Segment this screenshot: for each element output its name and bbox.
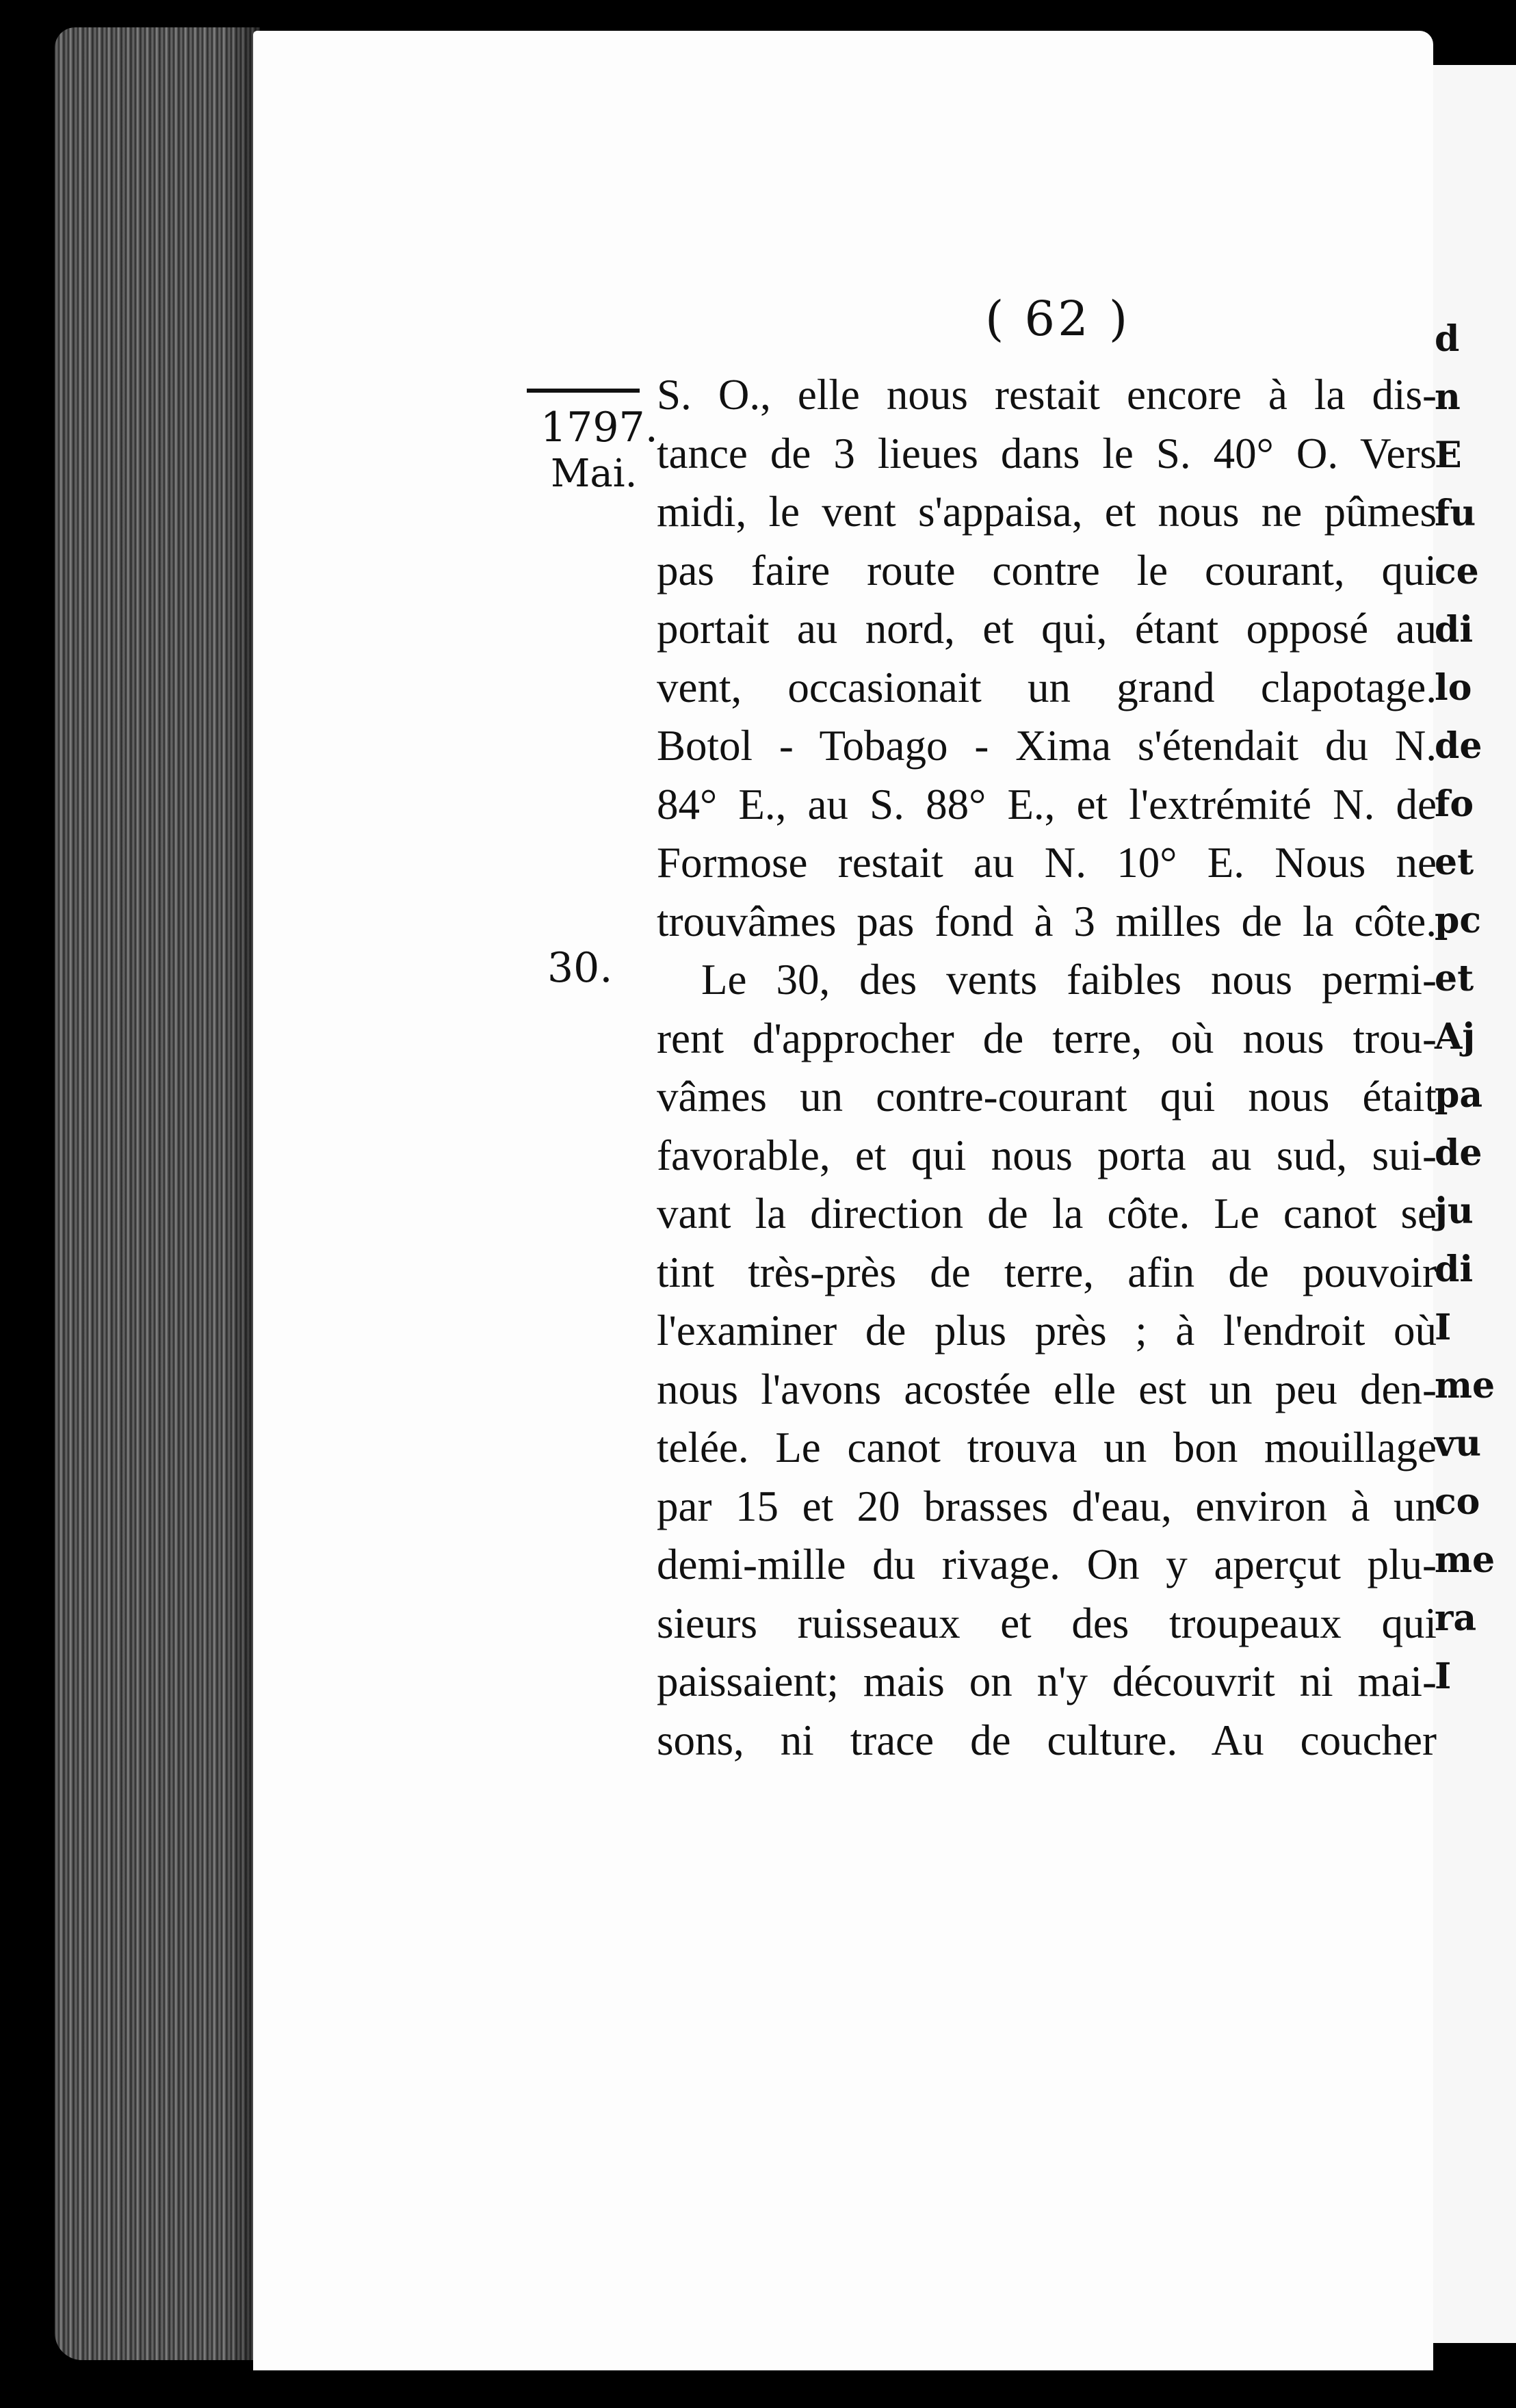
text-line: tint très-près de terre, afin de pouvoir: [657, 1248, 1437, 1296]
text-line: tance de 3 lieues dans le S. 40° O. Vers: [657, 429, 1437, 477]
facing-page-fragment: de: [1435, 725, 1482, 767]
text-line: nous l'avons acostée elle est un peu den-: [657, 1365, 1437, 1413]
text-line: Formose restait au N. 10° E. Nous ne: [657, 839, 1437, 887]
margin-day: 30.: [547, 944, 613, 992]
margin-month: Mai.: [551, 452, 638, 496]
text-line: l'examiner de plus près ; à l'endroit où: [657, 1307, 1437, 1354]
facing-page-fragment: pa: [1435, 1074, 1483, 1116]
text-line: paissaient; mais on n'y découvrit ni mai-: [657, 1658, 1437, 1705]
facing-page-fragment: E: [1435, 434, 1462, 476]
text-line: vent, occasionait un grand clapotage.: [657, 663, 1437, 711]
text-line: vâmes un contre-courant qui nous était: [657, 1073, 1437, 1121]
facing-page-fragment: pc: [1435, 900, 1482, 941]
text-line: midi, le vent s'appaisa, et nous ne pûmes: [657, 488, 1437, 536]
text-line: trouvâmes pas fond à 3 milles de la côte.: [657, 897, 1437, 945]
facing-page-fragment: I: [1435, 1656, 1452, 1697]
text-line: S. O., elle nous restait encore à la dis-: [657, 371, 1437, 419]
margin-rule: [527, 389, 640, 393]
facing-page-fragment: me: [1435, 1365, 1495, 1406]
facing-page-fragment: d: [1435, 318, 1460, 360]
text-line: sieurs ruisseaux et des troupeaux qui: [657, 1599, 1437, 1647]
facing-page-fragment: di: [1435, 609, 1474, 651]
facing-page-fragment: di: [1435, 1248, 1474, 1290]
facing-page-fragment: ra: [1435, 1597, 1477, 1639]
text-line: par 15 et 20 brasses d'eau, environ à un: [657, 1482, 1437, 1530]
text-line: vant la direction de la côte. Le canot se: [657, 1190, 1437, 1238]
text-line: Botol - Tobago - Xima s'étendait du N.: [657, 722, 1437, 770]
page-number: ( 62 ): [985, 291, 1131, 347]
facing-page-fragment: I: [1435, 1307, 1452, 1348]
text-line: portait au nord, et qui, étant opposé au: [657, 605, 1437, 653]
facing-page-fragment: lo: [1435, 667, 1472, 709]
facing-page-fragment: co: [1435, 1481, 1480, 1523]
text-line: 84° E., au S. 88° E., et l'extrémité N. de: [657, 780, 1437, 828]
facing-page-fragment: de: [1435, 1132, 1482, 1174]
facing-page-fragment: fu: [1435, 493, 1476, 534]
text-line: Le 30, des vents faibles nous permi-: [701, 956, 1437, 1004]
facing-page-fragment: ce: [1435, 551, 1479, 592]
margin-year: 1797.: [540, 404, 658, 452]
body-text: [657, 366, 1437, 1770]
text-line: favorable, et qui nous porta au sud, sui-: [657, 1131, 1437, 1179]
text-line: demi-mille du rivage. On y aperçut plu-: [657, 1541, 1437, 1588]
facing-page-fragment: vu: [1435, 1423, 1482, 1465]
facing-page-fragment: ju: [1435, 1190, 1474, 1232]
facing-page: [1433, 65, 1516, 2343]
text-line: telée. Le canot trouva un bon mouillage: [657, 1424, 1437, 1471]
facing-page-fragment: fo: [1435, 783, 1474, 825]
text-line: rent d'approcher de terre, où nous trou-: [657, 1014, 1437, 1062]
text-line: sons, ni trace de culture. Au coucher: [657, 1716, 1437, 1764]
text-line: pas faire route contre le courant, qui: [657, 546, 1437, 594]
facing-page-fragment: Aj: [1435, 1016, 1476, 1058]
facing-page-fragment: et: [1435, 958, 1474, 999]
facing-page-fragment: me: [1435, 1539, 1495, 1581]
facing-page-fragment: n: [1435, 376, 1461, 418]
facing-page-fragment: et: [1435, 841, 1474, 883]
